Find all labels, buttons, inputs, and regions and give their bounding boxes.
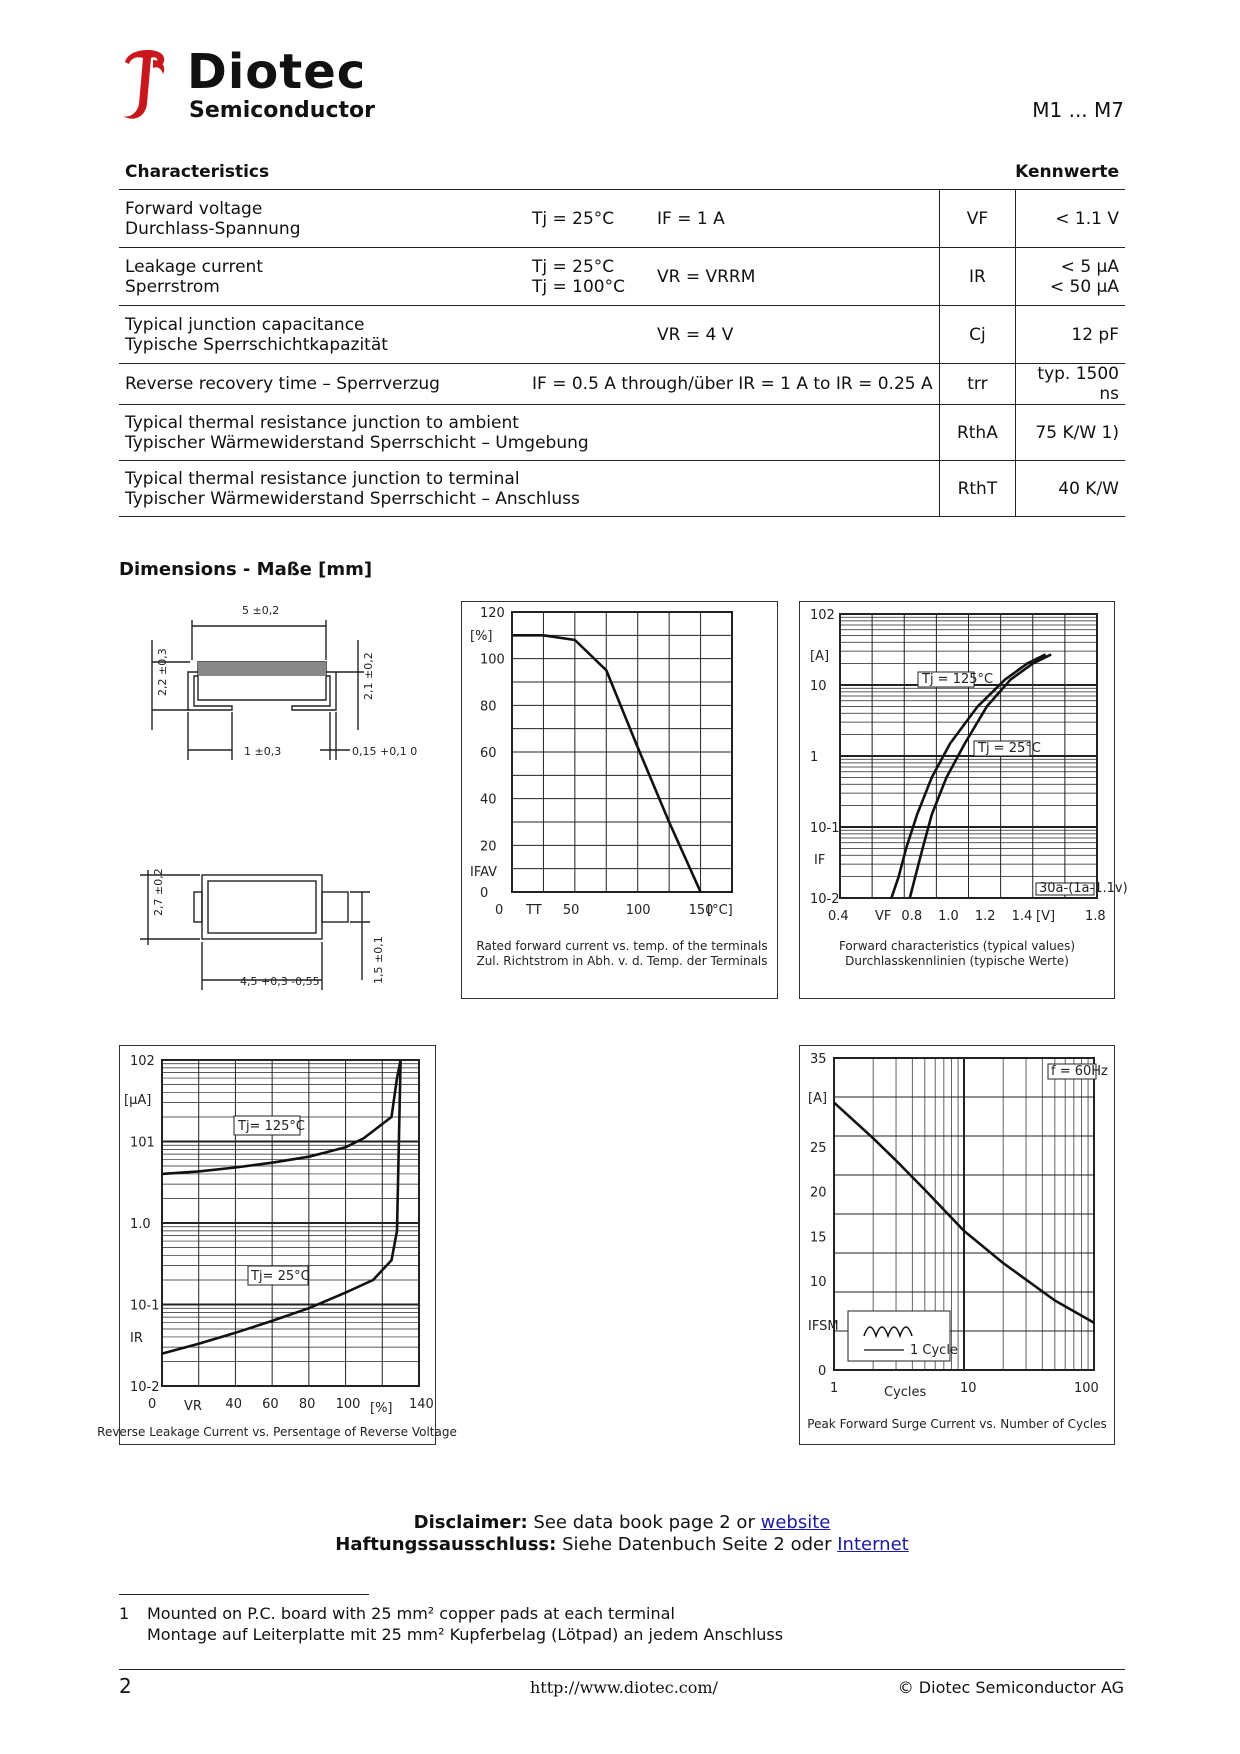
series-label: Tj = 25°C <box>978 741 1041 756</box>
param-name: Reverse recovery time – Sperrverzug <box>119 364 526 405</box>
x-unit: [°C] <box>707 903 733 918</box>
y-tick-label: 35 <box>810 1052 827 1067</box>
param-name-de: Durchlass-Spannung <box>125 218 301 239</box>
dim-label: 4,5 +0,3 -0,55 <box>240 975 320 988</box>
company-logo <box>117 46 377 126</box>
x-tick-label: 40 <box>225 1397 242 1412</box>
y-tick-label: 40 <box>480 792 497 808</box>
symbol: RthT <box>939 461 1016 517</box>
dim-label: 1 ±0,3 <box>244 745 282 758</box>
value: 40 K/W <box>1016 461 1125 517</box>
part-range: M1 ... M7 <box>1032 98 1124 122</box>
table-title-de: Kennwerte <box>939 157 1125 190</box>
x-tick-label: 100 <box>1074 1381 1099 1396</box>
y-tick-label: 1 <box>810 750 819 765</box>
param-name-de: Typischer Wärmewiderstand Sperrschicht – Anschluss <box>125 488 580 509</box>
disclaimer-text: See data book page 2 or <box>533 1512 755 1533</box>
condition: VR = VRRM <box>657 266 756 287</box>
footnote-divider <box>119 1594 369 1595</box>
x-tick-label: 50 <box>562 903 580 918</box>
chart-subtitle: Durchlasskennlinien (typische Werte) <box>845 954 1069 968</box>
brand-name: Diotec <box>187 44 367 100</box>
symbol: VF <box>939 190 1016 248</box>
footnote-line: Mounted on P.C. board with 25 mm² copper pads at each terminal <box>147 1604 675 1623</box>
dim-label: 2,7 ±0,2 <box>152 868 165 916</box>
footer-divider <box>119 1669 1125 1670</box>
dimensions-title: Dimensions - Maße [mm] <box>119 559 373 580</box>
dim-label: 1,5 ±0,1 <box>372 936 385 984</box>
chart-note: f = 60Hz <box>1051 1064 1108 1079</box>
symbol: trr <box>939 364 1016 405</box>
chart-grid <box>162 1060 419 1386</box>
chart-surge <box>800 1046 1114 1444</box>
disclaimer-text-de: Siehe Datenbuch Seite 2 oder <box>562 1534 832 1555</box>
y-tick-label: 102 <box>130 1054 155 1069</box>
x-tick-label: 100 <box>625 903 651 918</box>
x-tick-label: 0.8 <box>901 909 923 924</box>
table-row <box>119 461 1125 517</box>
symbol: Cj <box>939 306 1016 364</box>
dim-label: 0,15 +0,1 0 <box>352 745 418 758</box>
y-tick-label: 80 <box>480 699 497 715</box>
y-tick-label: 10-1 <box>810 821 840 836</box>
param-name: Typical thermal resistance junction to ambient <box>125 412 519 433</box>
website-link[interactable]: website <box>760 1512 831 1533</box>
footnote-line: Montage auf Leiterplatte mit 25 mm² Kupferbelag (Lötpad) an jedem Anschluss <box>147 1625 784 1644</box>
chart-grid <box>840 614 1097 898</box>
param-name: Leakage current <box>125 256 263 277</box>
y-tick-label: 25 <box>810 1141 827 1157</box>
y-tick-label: 1.0 <box>130 1217 151 1232</box>
y-tick-label: 15 <box>810 1230 827 1246</box>
x-tick-label: 1.8 <box>1085 909 1106 924</box>
footnote <box>119 1603 783 1645</box>
value: typ. 1500 ns <box>1016 364 1125 405</box>
condition: Tj = 25°C <box>532 208 615 229</box>
y-tick-label: 10-1 <box>130 1298 160 1314</box>
x-tick-label: 1.0 <box>938 909 959 924</box>
param-name-de: Typische Sperrschichtkapazität <box>125 334 388 355</box>
condition: Tj = 25°C <box>532 256 615 277</box>
series-line <box>162 1060 401 1354</box>
chart-title: Reverse Leakage Current vs. Persentage of Reverse Voltage <box>97 1425 457 1439</box>
x-axis-label: VR <box>184 1399 202 1414</box>
y-tick-label: 102 <box>810 608 835 623</box>
y-unit: [A] <box>808 1091 828 1106</box>
param-name-de: Sperrstrom <box>125 276 220 297</box>
y-tick-label: 10 <box>810 679 827 694</box>
brand-subtitle: Semiconductor <box>189 98 375 123</box>
x-axis-label: TT <box>526 903 542 918</box>
y-tick-label: 0 <box>818 1364 827 1379</box>
disclaimer-label-de: Haftungssausschluss: <box>335 1534 557 1555</box>
x-unit: [%] <box>370 1401 393 1416</box>
dim-label: 2,2 ±0,3 <box>156 648 169 696</box>
y-tick-label: 101 <box>130 1135 155 1151</box>
value: < 1.1 V <box>1016 190 1125 248</box>
characteristics-table <box>119 157 1125 517</box>
series-label: Tj= 25°C <box>251 1269 310 1284</box>
condition: IF = 1 A <box>657 208 725 229</box>
x-axis-label: VF <box>875 909 892 924</box>
inset-label: 1 Cycle <box>910 1343 958 1358</box>
condition: IF = 0.5 A through/über IR = 1 A to IR = 0.25 A <box>526 364 939 405</box>
page-number: 2 <box>119 1674 132 1698</box>
table-title-en: Characteristics <box>119 157 939 190</box>
chart-grid <box>512 612 732 892</box>
x-tick-label: 0.4 <box>828 909 849 924</box>
x-tick-label: 10 <box>960 1381 977 1396</box>
y-tick-label: 10 <box>810 1274 827 1290</box>
x-tick-label: 100 <box>335 1397 361 1412</box>
package-drawing <box>140 600 418 1000</box>
y-tick-label: 20 <box>480 839 497 855</box>
chart-forward-panel <box>799 601 1128 999</box>
condition: VR = 4 V <box>526 306 939 364</box>
series-label: Tj= 125°C <box>238 1119 305 1134</box>
y-tick-label: 120 <box>480 606 505 621</box>
series-label: Tj = 125°C <box>922 672 994 687</box>
x-tick-label: 80 <box>298 1397 316 1412</box>
y-tick-label: 60 <box>480 746 497 761</box>
footer-copyright: © Diotec Semiconductor AG <box>897 1678 1124 1697</box>
y-tick-label: 20 <box>810 1185 827 1201</box>
table-row <box>119 364 1125 405</box>
y-axis-label: IFAV <box>470 865 498 880</box>
chart-note: 30a-(1a-1.1v) <box>1039 881 1128 896</box>
value: < 50 µA <box>1049 276 1119 297</box>
chart-forward <box>800 602 1128 998</box>
footer-url[interactable]: http://www.diotec.com/ <box>530 1678 718 1697</box>
x-tick-label: 1.4 <box>1011 909 1033 924</box>
chart-title: Rated forward current vs. temp. of the terminals <box>476 939 768 953</box>
table-row <box>119 405 1125 461</box>
chart-derating <box>462 602 777 998</box>
x-unit: [V] <box>1036 909 1056 924</box>
table-row <box>119 248 1125 306</box>
internet-link[interactable]: Internet <box>837 1534 909 1555</box>
param-name-de: Typischer Wärmewiderstand Sperrschicht – Umgebung <box>125 432 589 453</box>
chart-surge-panel <box>799 1045 1115 1445</box>
y-axis-label: IFSM <box>808 1319 839 1334</box>
logo-mark-icon <box>117 46 177 126</box>
y-axis-label: IR <box>130 1331 143 1346</box>
y-tick-label: 0 <box>480 886 489 901</box>
chart-title: Peak Forward Surge Current vs. Number of Cycles <box>807 1417 1107 1431</box>
x-tick-label: 1.2 <box>974 909 996 924</box>
y-unit: [µA] <box>124 1093 152 1108</box>
value: 12 pF <box>1016 306 1125 364</box>
x-tick-label: 0 <box>495 903 504 918</box>
chart-leakage <box>97 1046 457 1444</box>
x-tick-label: 1 <box>830 1381 839 1396</box>
param-name: Forward voltage <box>125 198 263 219</box>
param-name: Typical junction capacitance <box>125 314 365 335</box>
footnote-number: 1 <box>119 1604 130 1623</box>
y-unit: [A] <box>810 649 830 664</box>
x-tick-label: 60 <box>262 1397 279 1412</box>
disclaimer <box>119 1512 1125 1556</box>
param-name: Typical thermal resistance junction to terminal <box>125 468 520 489</box>
dim-label: 2,1 ±0,2 <box>362 652 375 700</box>
y-unit: [%] <box>470 629 493 644</box>
x-tick-label: 0 <box>148 1397 157 1412</box>
condition: Tj = 100°C <box>532 276 625 297</box>
y-axis-label: IF <box>814 853 826 868</box>
table-row <box>119 190 1125 248</box>
x-tick-label: 150 <box>688 903 714 918</box>
x-tick-label: 140 <box>409 1397 434 1412</box>
disclaimer-label: Disclaimer: <box>413 1512 528 1533</box>
chart-subtitle: Zul. Richtstrom in Abh. v. d. Temp. der Terminals <box>476 954 768 968</box>
chart-title: Forward characteristics (typical values) <box>838 939 1076 953</box>
value: 75 K/W 1) <box>1016 405 1125 461</box>
x-axis-label: Cycles <box>884 1385 927 1400</box>
chart-derating-panel <box>461 601 778 999</box>
table-row <box>119 306 1125 364</box>
y-tick-label: 10-2 <box>810 892 840 907</box>
symbol: IR <box>939 248 1016 306</box>
value: < 5 µA <box>1060 256 1119 277</box>
y-tick-label: 100 <box>480 652 505 668</box>
chart-leakage-panel <box>97 1045 457 1445</box>
dim-label: 5 ±0,2 <box>242 604 280 617</box>
symbol: RthA <box>939 405 1016 461</box>
y-tick-label: 10-2 <box>130 1380 160 1395</box>
